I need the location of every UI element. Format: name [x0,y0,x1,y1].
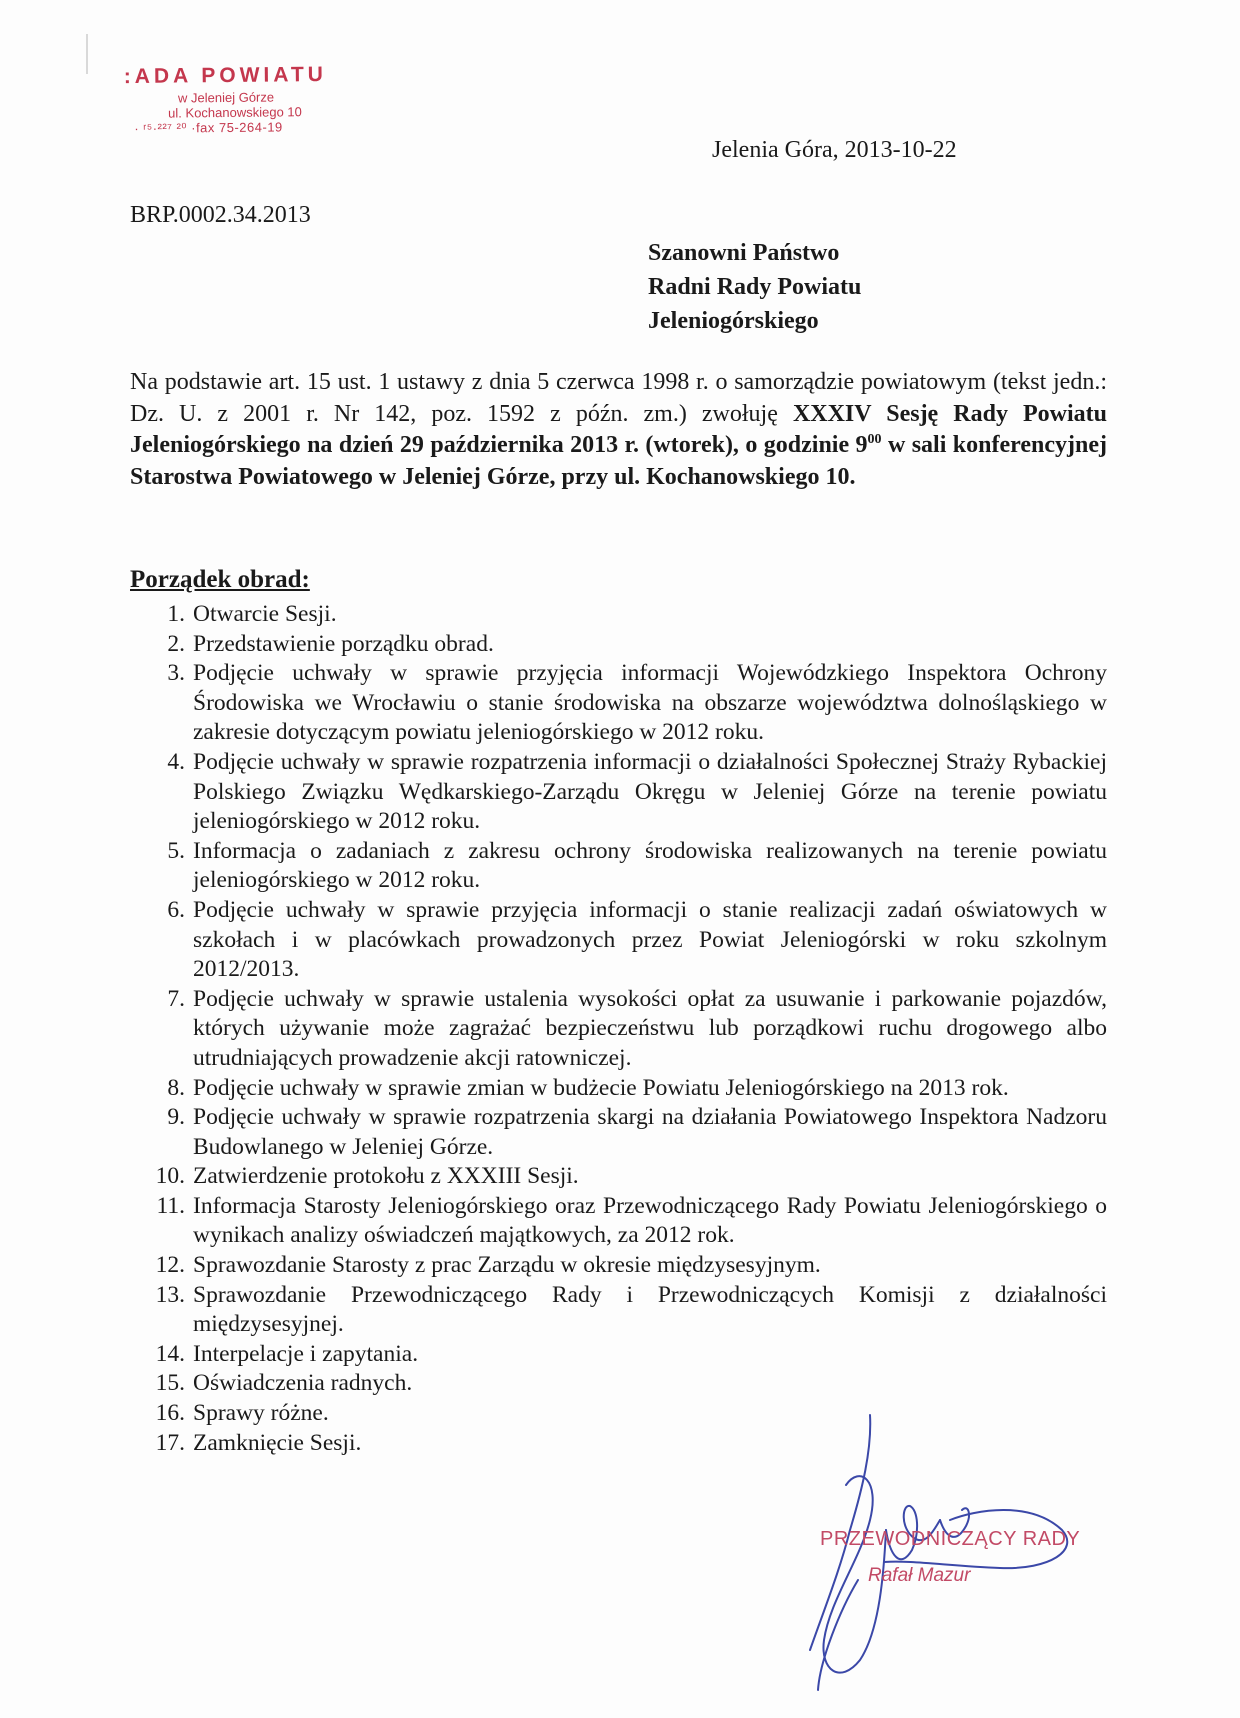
agenda-item [130,896,1107,985]
agenda-item [130,1192,1107,1251]
intro-paragraph [130,367,1107,493]
addressee-line-3: Jeleniogórskiego [648,308,819,334]
agenda-item [130,1251,1107,1281]
agenda-item-number: 13. [155,1281,185,1308]
agenda-list [130,600,1107,1458]
agenda-item-number: 12. [155,1252,185,1279]
agenda-item-text: Podjęcie uchwały w sprawie przyjęcia informacji o stanie realizacji zadań oświatowych w szkołach i w placówkach prowadzonych przez Powiat Jeleniogórski w roku szkolnym 2012/2013. [193,896,1107,983]
agenda-item [130,1074,1107,1104]
agenda-item-number: 4. [167,748,185,775]
chairman-title: PRZEWODNICZĄCY RADY [820,1528,1081,1550]
stamp-line-2: w Jeleniej Górze [177,89,275,106]
letter-date: Jelenia Góra, 2013-10-22 [712,137,957,163]
stamp-line-3: ul. Kochanowskiego 10 [168,104,302,121]
agenda-item-number: 15. [155,1370,185,1397]
addressee-line-1: Szanowni Państwo [648,240,840,266]
agenda-item [130,985,1107,1074]
agenda-item-number: 11. [156,1192,185,1219]
agenda-item-text: Podjęcie uchwały w sprawie przyjęcia informacji Wojewódzkiego Inspektora Ochrony Środowiska we Wrocławiu o stanie środowiska na obszarze województwa dolnośląskiego w zakresie dotyczącym powiatu jeleniogórskiego w 2012 roku. [193,660,1107,746]
agenda-item-number: 10. [155,1163,185,1190]
agenda-item [130,600,1107,630]
agenda-item-number: 5. [167,837,185,864]
agenda-item-text: Podjęcie uchwały w sprawie rozpatrzenia informacji o działalności Społecznej Straży Rybackiej Polskiego Związku Wędkarskiego-Zarządu Okręgu w Jeleniej Górze na terenie powiatu jeleniogórskiego w 2012 roku. [193,748,1107,835]
agenda-item [130,1369,1107,1399]
agenda-title: Porządek obrad: [130,566,310,593]
agenda-item-number: 3. [167,660,185,687]
reference-number: BRP.0002.34.2013 [130,202,311,228]
agenda-item [130,1103,1107,1162]
agenda-item-number: 1. [167,601,185,627]
agenda-item-text: Podjęcie uchwały w sprawie rozpatrzenia skargi na działania Powiatowego Inspektora Nadzoru Budowlanego w Jeleniej Górze. [193,1104,1107,1160]
agenda-item [130,837,1107,896]
addressee-block [648,236,861,338]
council-stamp [124,63,328,137]
intro-session-text: XXXIV Sesję Rady Powiatu Jeleniogórskiego na dzień 29 października 2013 r. (wtorek), o godzinie 9 [130,400,1108,458]
agenda-item [130,630,1107,660]
agenda-item-text: Oświadczenia radnych. [193,1370,413,1397]
agenda-item-text: Otwarcie Sesji. [193,601,337,627]
agenda-item [130,1162,1107,1192]
agenda-item-text: Sprawy różne. [193,1400,329,1427]
agenda-item-number: 17. [155,1429,185,1456]
agenda-item-text: Sprawozdanie Przewodniczącego Rady i Przewodniczących Komisji z działalności międzysesyjnej. [193,1281,1107,1338]
agenda-item [130,748,1107,837]
agenda-item-text: Informacja o zadaniach z zakresu ochrony środowiska realizowanych na terenie powiatu jeleniogórskiego w 2012 roku. [193,837,1107,894]
agenda-item-text: Zatwierdzenie protokołu z XXXIII Sesji. [193,1163,579,1190]
agenda-item-text: Przedstawienie porządku obrad. [193,630,494,657]
agenda-item-number: 16. [155,1400,185,1427]
intro-location-text: w sali konferencyjnej Starostwa Powiatowego w Jeleniej Górze, przy ul. Kochanowskiego 10. [130,432,1107,490]
stamp-line-1: :ADA POWIATU [123,62,328,89]
agenda-item-number: 2. [167,630,185,657]
agenda-item-number: 14. [155,1340,185,1367]
agenda-item-text: Informacja Starosty Jeleniogórskiego oraz Przewodniczącego Rady Powiatu Jeleniogórskiego o wynikach analizy oświadczeń majątkowych, za 2012 rok. [193,1192,1107,1249]
agenda-item-text: Podjęcie uchwały w sprawie ustalenia wysokości opłat za usuwanie i parkowanie pojazdów, których używanie może zagrażać bezpieczeństwu lub porządkowi ruchu drogowego albo utrudniających prowadzenie akcji ratowniczej. [193,985,1107,1071]
agenda-item [130,659,1107,748]
scan-mark [86,34,88,74]
agenda-item-number: 9. [167,1104,185,1131]
agenda-item-number: 6. [167,896,185,923]
agenda-item-text: Sprawozdanie Starosty z prac Zarządu w okresie międzysesyjnym. [193,1252,821,1279]
agenda-item-text: Interpelacje i zapytania. [193,1340,419,1367]
agenda-item-number: 7. [167,985,185,1012]
chairman-stamp [820,1528,1080,1587]
intro-time-superscript: 00 [867,432,882,447]
agenda-item-text: Zamknięcie Sesji. [193,1429,362,1456]
addressee-line-2: Radni Rady Powiatu [648,274,862,300]
chairman-name: Rafał Mazur [868,1565,971,1586]
agenda-item [130,1281,1107,1340]
intro-text: Na podstawie art. 15 ust. 1 ustawy z dnia 5 czerwca 1998 r. o samorządzie powiatowym (tekst jedn.: Dz. U. z 2001 r. Nr 142, poz. 1592 z późn. zm.) zwołuję [130,369,1107,427]
agenda-item [130,1340,1107,1370]
stamp-line-4: · ʳ⁵·²²⁷ ²⁰ ·fax 75-264-19 [134,119,283,136]
agenda-item-number: 8. [167,1074,185,1101]
agenda-item-text: Podjęcie uchwały w sprawie zmian w budżecie Powiatu Jeleniogórskiego na 2013 rok. [193,1074,1009,1101]
